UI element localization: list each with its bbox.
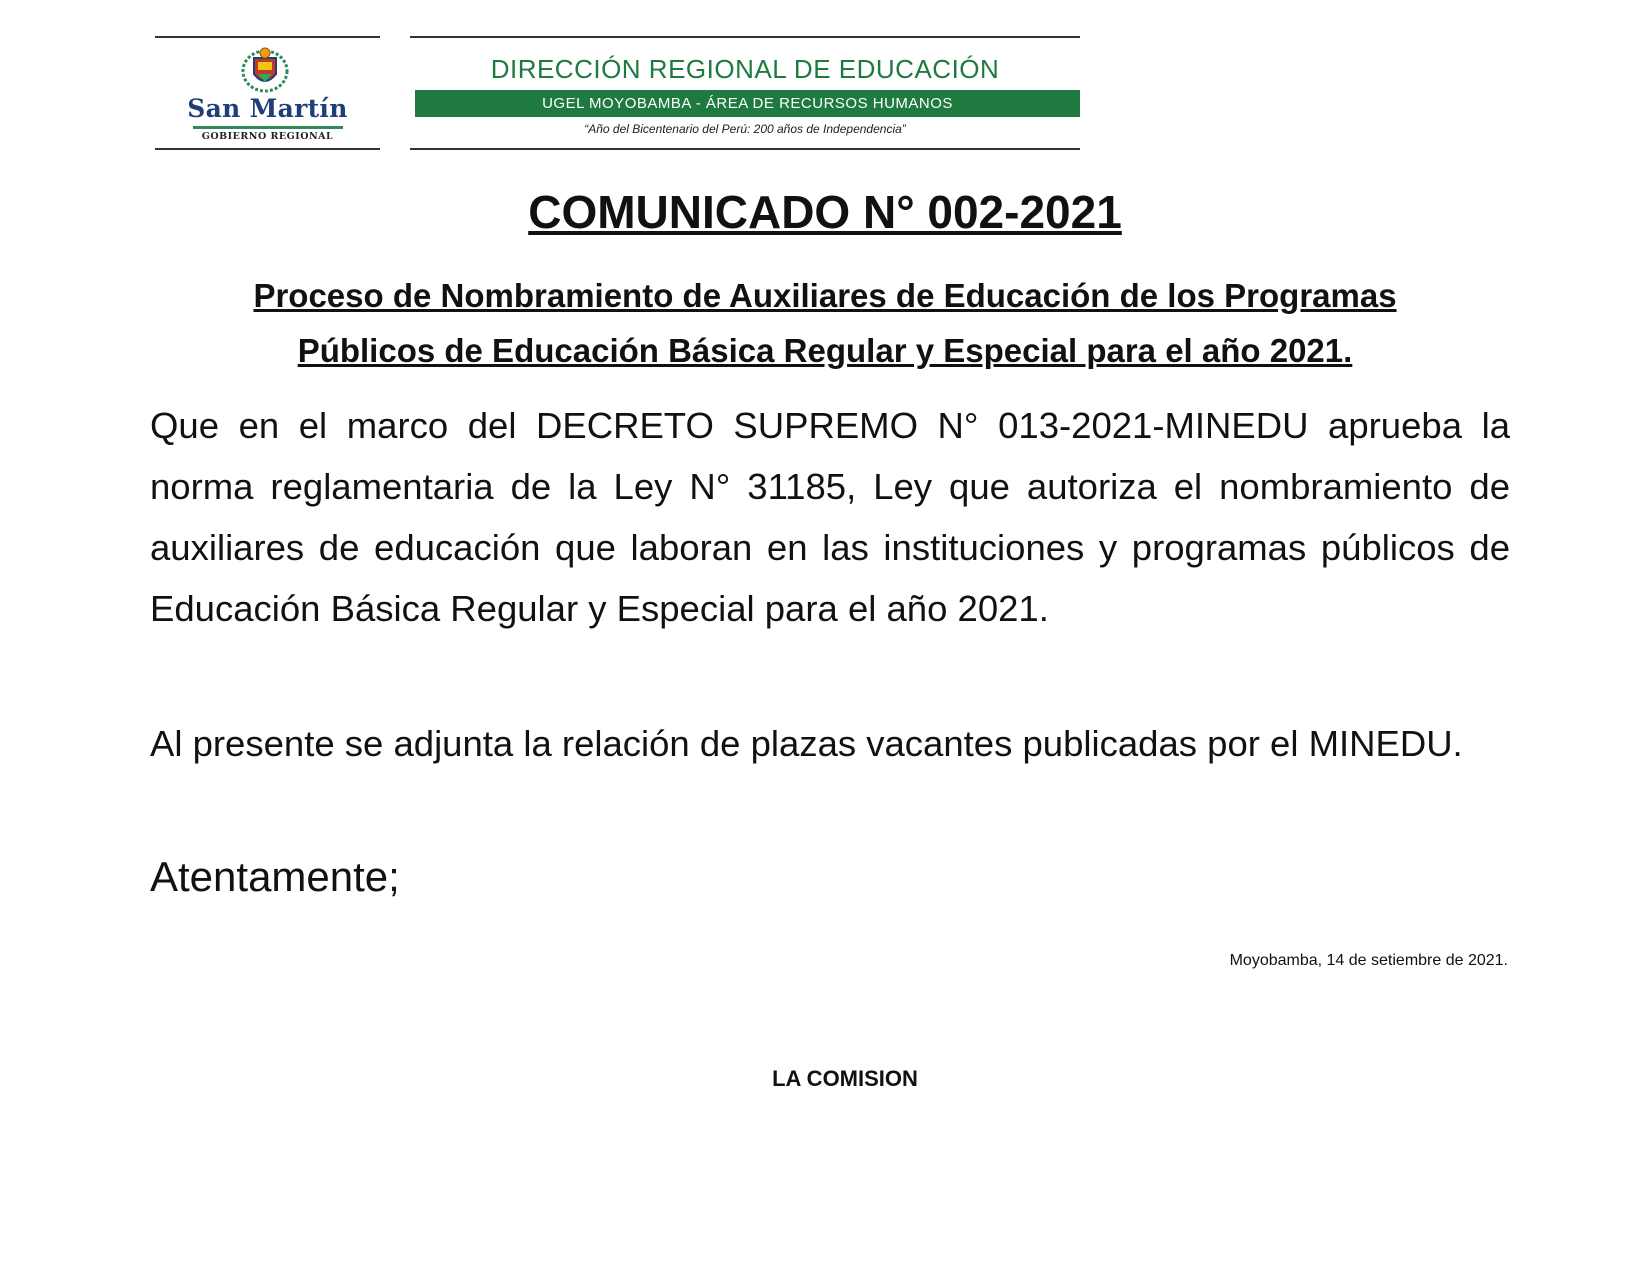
institution-banner: [410, 36, 1080, 150]
institution-motto: “Año del Bicentenario del Perú: 200 años de Independencia”: [584, 122, 906, 136]
logo-name: San Martín: [187, 94, 348, 123]
body-paragraph-1: Que en el marco del DECRETO SUPREMO N° 013-2021-MINEDU aprueba la norma reglamentaria de la Ley N° 31185, Ley que autoriza el nombramiento de auxiliares de educación que laboran en las instituciones y programas públicos de Educación Básica Regular y Especial para el año 2021.: [150, 405, 1510, 629]
institution-band: UGEL MOYOBAMBA - ÁREA DE RECURSOS HUMANOS: [415, 90, 1080, 117]
logo-underline: [193, 126, 343, 129]
institution-title: DIRECCIÓN REGIONAL DE EDUCACIÓN: [490, 54, 1000, 84]
body-paragraph-2: Al presente se adjunta la relación de plazas vacantes publicadas por el MINEDU.: [150, 723, 1463, 764]
regional-coat-of-arms-icon: [240, 44, 290, 94]
logo-subtitle: GOBIERNO REGIONAL: [201, 131, 334, 142]
letterhead: [155, 36, 1080, 148]
document-title: COMUNICADO N° 002-2021: [528, 186, 1122, 238]
signature: LA COMISION: [772, 1066, 918, 1091]
document-subtitle: Proceso de Nombramiento de Auxiliares de Educación de los Programas Públicos de Educación Básica Regular y Especial para el año 2021.: [253, 277, 1397, 369]
regional-government-logo: [155, 36, 380, 150]
closing-salutation: Atentamente;: [150, 853, 400, 900]
document-date: Moyobamba, 14 de setiembre de 2021.: [1229, 952, 1508, 969]
